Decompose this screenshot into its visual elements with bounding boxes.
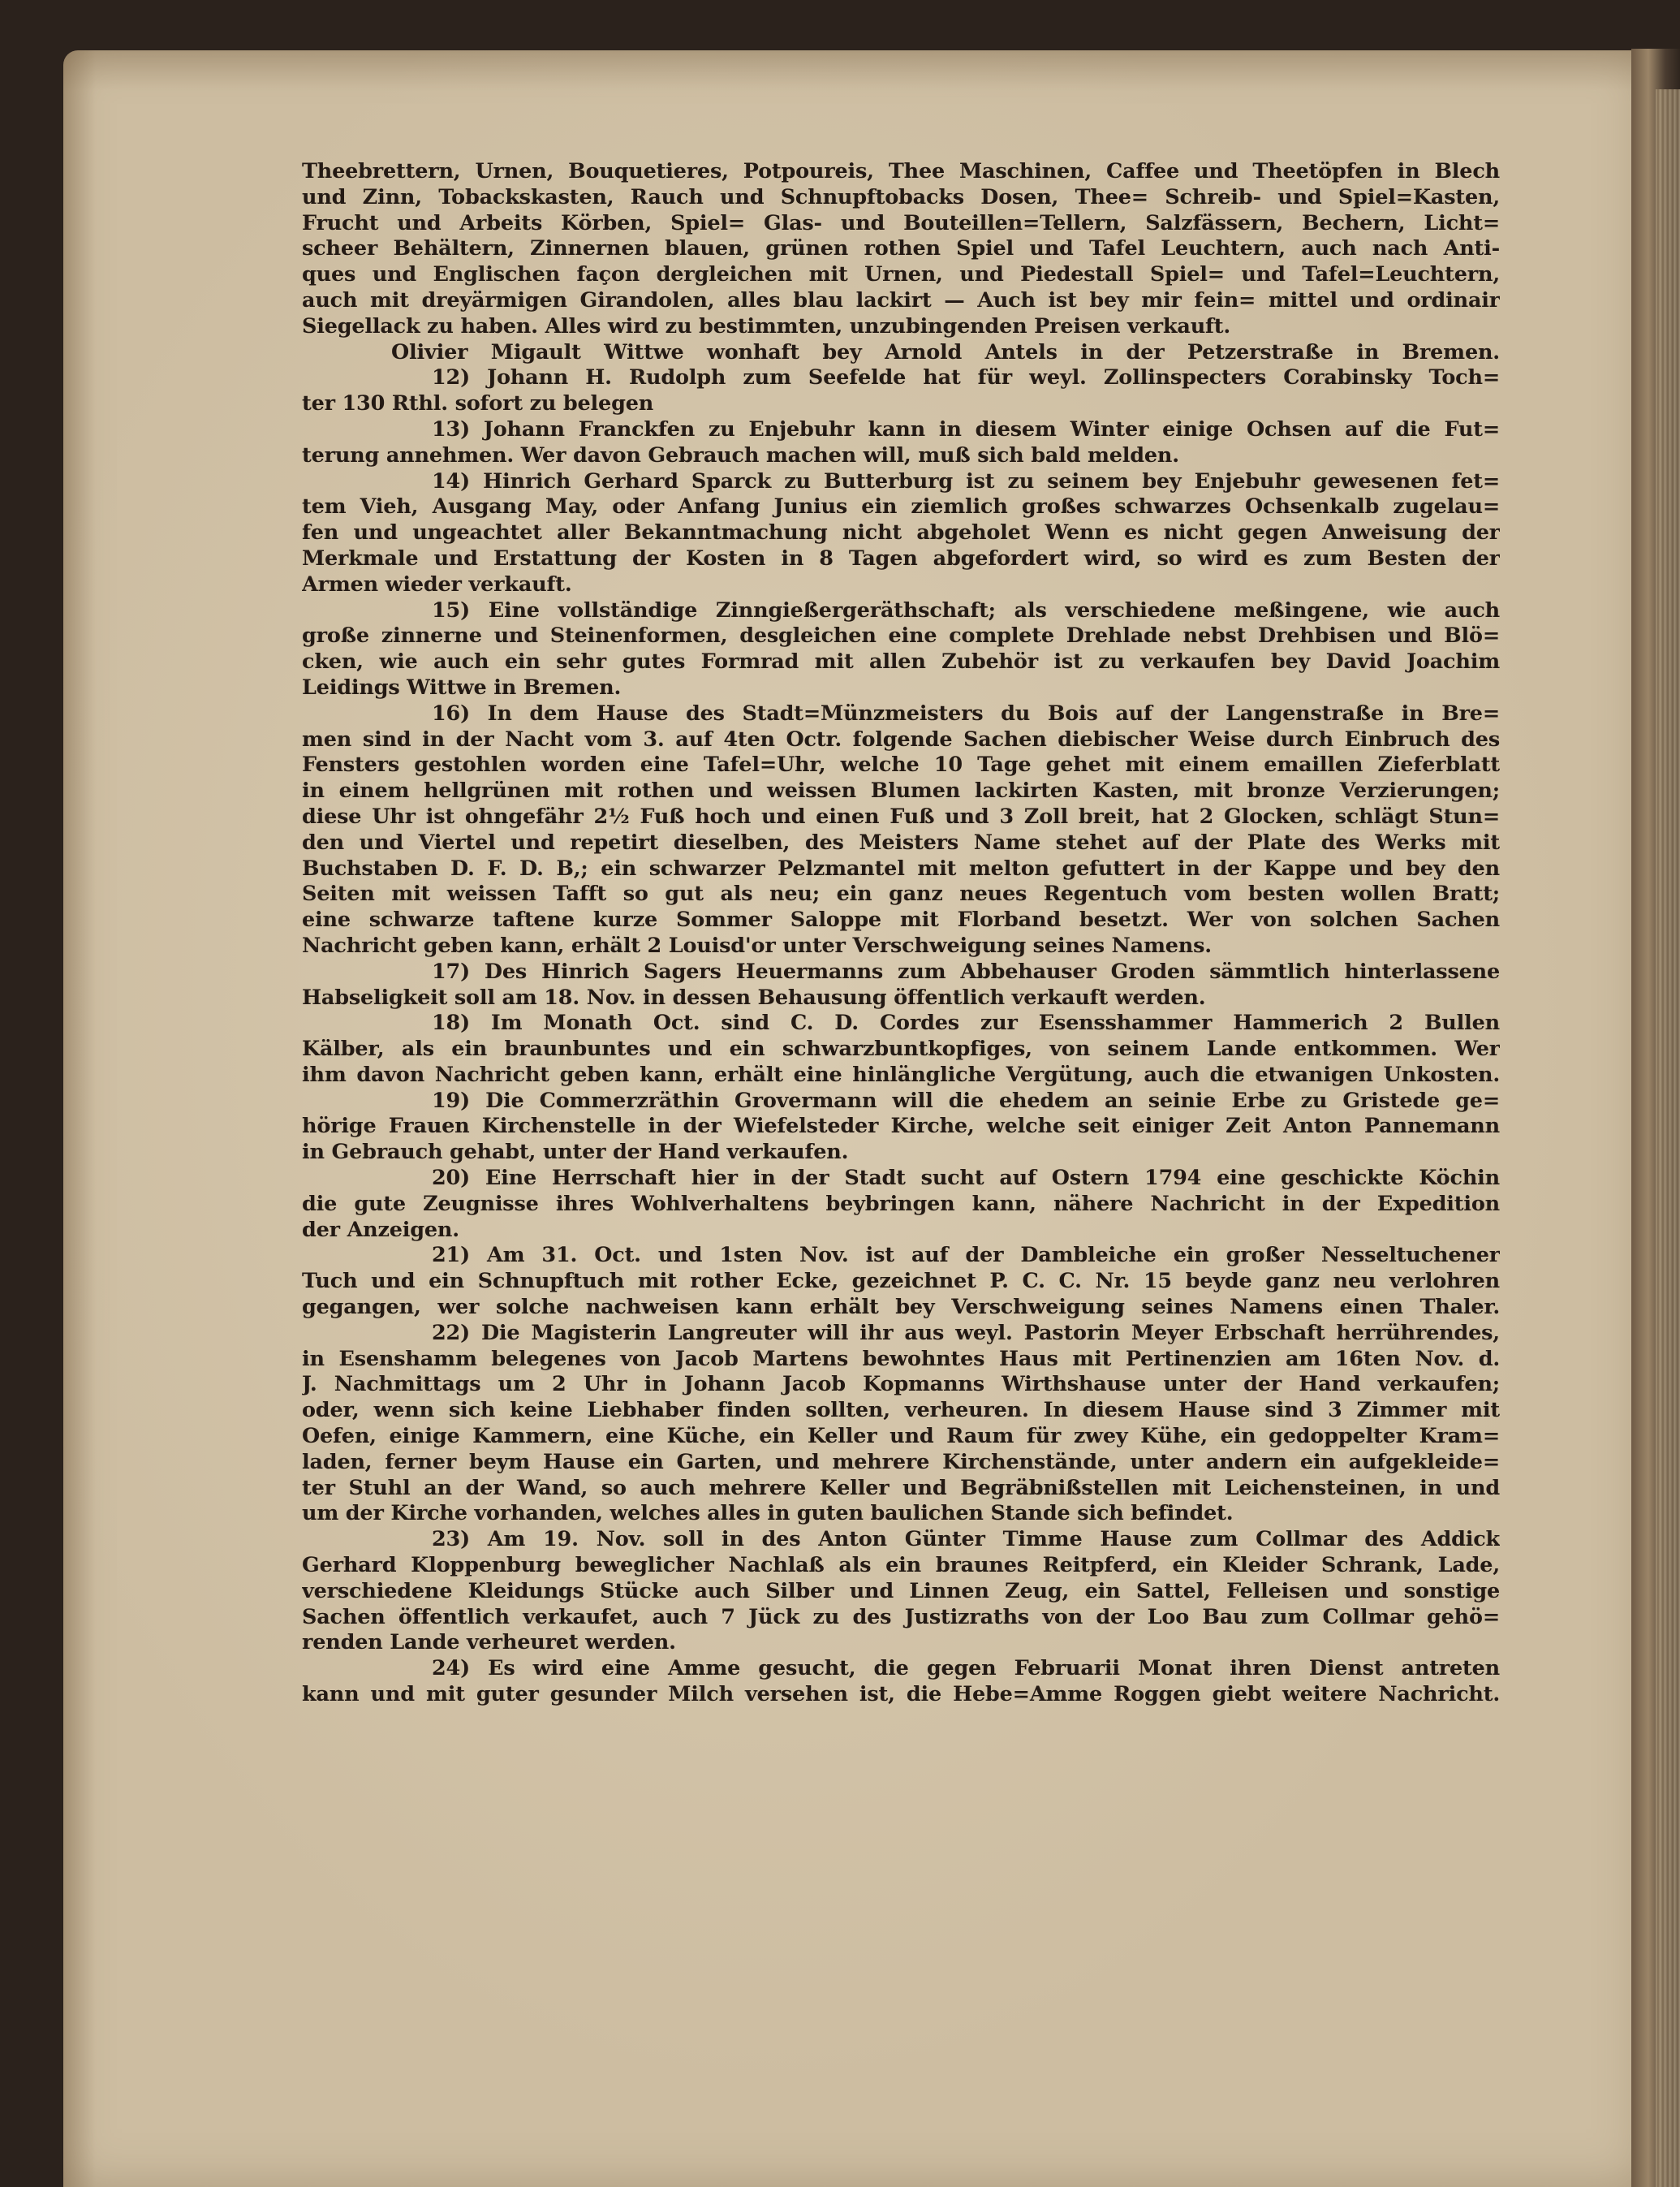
text-line: verschiedene Kleidungs Stücke auch Silber und Linnen Zeug, ein Sattel, Felleisen und sonstige: [302, 1578, 1500, 1603]
text-line: tem Vieh, Ausgang May, oder Anfang Junius ein ziemlich großes schwarzes Ochsenkalb zugelau=: [302, 494, 1500, 520]
text-line: Armen wieder verkauft.: [302, 572, 572, 597]
text-line: Seiten mit weissen Tafft so gut als neu; ein ganz neues Regentuch vom besten wollen Bratt;: [302, 882, 1500, 907]
text-line: Gerhard Kloppenburg beweglicher Nachlaß als ein braunes Reitpferd, ein Kleider Schrank, Lade,: [302, 1553, 1500, 1578]
text-line: in einem hellgrünen mit rothen und weissen Blumen lackirten Kasten, mit bronze Verzierungen;: [302, 779, 1500, 804]
text-line: 20) Eine Herrschaft hier in der Stadt sucht auf Ostern 1794 eine geschickte Köchin: [432, 1166, 1500, 1191]
text-line: 14) Hinrich Gerhard Sparck zu Butterburg ist zu seinem bey Enjebuhr gewesenen fet=: [432, 468, 1500, 494]
text-line: die gute Zeugnisse ihres Wohlverhaltens beybringen kann, nähere Nachricht in der Expedition: [302, 1191, 1500, 1216]
text-line: terung annehmen. Wer davon Gebrauch machen will, muß sich bald melden.: [302, 442, 1179, 468]
text-line: Frucht und Arbeits Körben, Spiel= Glas- und Bouteillen=Tellern, Salzfässern, Bechern, Licht=: [302, 210, 1500, 235]
text-line: Tuch und ein Schnupftuch mit rother Ecke, gezeichnet P. C. C. Nr. 15 beyde ganz neu verlohren: [302, 1269, 1500, 1294]
text-line: diese Uhr ist ohngefähr 2½ Fuß hoch und einen Fuß und 3 Zoll breit, hat 2 Glocken, schlägt Stun=: [302, 804, 1500, 829]
text-line: große zinnerne und Steinenformen, desgleichen eine complete Drehlade nebst Drehbisen und Blö=: [302, 623, 1500, 649]
page-edges: [1656, 89, 1680, 2187]
text-line: in Gebrauch gehabt, unter der Hand verkaufen.: [302, 1140, 849, 1165]
text-line: laden, ferner beym Hause ein Garten, und mehrere Kirchenstände, unter andern ein aufgekleide=: [302, 1449, 1500, 1474]
text-line: scheer Behältern, Zinnernen blauen, grünen rothen Spiel und Tafel Leuchtern, auch nach Anti-: [302, 236, 1500, 261]
text-line: und Zinn, Tobackskasten, Rauch und Schnupftobacks Dosen, Thee= Schreib- und Spiel=Kasten,: [302, 184, 1500, 209]
text-line: ter Stuhl an der Wand, so auch mehrere Keller und Begräbnißstellen mit Leichensteinen, in und: [302, 1475, 1500, 1500]
text-line: Siegellack zu haben. Alles wird zu bestimmten, unzubingenden Preisen verkauft.: [302, 313, 1231, 339]
text-line: ter 130 Rthl. sofort zu belegen: [302, 391, 654, 416]
text-line: fen und ungeachtet aller Bekanntmachung nicht abgeholet Wenn es nicht gegen Anweisung der: [302, 520, 1500, 546]
text-line: Fensters gestohlen worden eine Tafel=Uhr, welche 10 Tage gehet mit einem emaillen Zieferblatt: [302, 753, 1500, 778]
text-line: eine schwarze taftene kurze Sommer Saloppe mit Florband besetzt. Wer von solchen Sachen: [302, 908, 1500, 933]
text-line: 17) Des Hinrich Sagers Heuermanns zum Abbehauser Groden sämmtlich hinterlassene: [432, 959, 1500, 984]
text-line: kann und mit guter gesunder Milch versehen ist, die Hebe=Amme Roggen giebt weitere Nachricht.: [302, 1682, 1500, 1707]
text-line: um der Kirche vorhanden, welches alles in guten baulichen Stande sich befindet.: [302, 1501, 1234, 1526]
text-line: 19) Die Commerzräthin Grovermann will die ehedem an seinie Erbe zu Gristede ge=: [432, 1088, 1500, 1113]
text-line: cken, wie auch ein sehr gutes Formrad mit allen Zubehör ist zu verkaufen bey David Joachim: [302, 649, 1500, 675]
text-line: ques und Englischen façon dergleichen mit Urnen, und Piedestall Spiel= und Tafel=Leuchtern,: [302, 262, 1500, 287]
text-line: Merkmale und Erstattung der Kosten in 8 Tagen abgefordert wird, so wird es zum Besten der: [302, 546, 1500, 571]
text-line: Leidings Wittwe in Bremen.: [302, 675, 622, 700]
text-line: men sind in der Nacht vom 3. auf 4ten Octr. folgende Sachen diebischer Weise durch Einbruch des: [302, 727, 1500, 752]
text-line: 22) Die Magisterin Langreuter will ihr aus weyl. Pastorin Meyer Erbschaft herrührendes,: [432, 1320, 1500, 1345]
text-line: Olivier Migault Wittwe wonhaft bey Arnold Antels in der Petzerstraße in Bremen.: [391, 339, 1500, 364]
text-line: 23) Am 19. Nov. soll in des Anton Günter Timme Hause zum Collmar des Addick: [432, 1527, 1500, 1552]
text-line: den und Viertel und repetirt dieselben, des Meisters Name stehet auf der Plate des Werks mit: [302, 830, 1500, 855]
text-line: der Anzeigen.: [302, 1217, 459, 1242]
text-line: Habseligkeit soll am 18. Nov. in dessen Behausung öffentlich verkauft werden.: [302, 985, 1206, 1010]
text-line: Buchstaben D. F. D. B,; ein schwarzer Pelzmantel mit melton gefuttert in der Kappe und bey den: [302, 856, 1500, 881]
text-line: ihm davon Nachricht geben kann, erhält eine hinlängliche Vergütung, auch die etwanigen Unkosten.: [302, 1062, 1500, 1087]
text-line: 13) Johann Franckfen zu Enjebuhr kann in diesem Winter einige Ochsen auf die Fut=: [432, 416, 1500, 442]
text-line: Oefen, einige Kammern, eine Küche, ein Keller und Raum für zwey Kühe, ein gedoppelter Kram=: [302, 1424, 1500, 1449]
text-line: gegangen, wer solche nachweisen kann erhält bey Verschweigung seines Namens einen Thaler.: [302, 1295, 1500, 1320]
text-line: 12) Johann H. Rudolph zum Seefelde hat für weyl. Zollinspecters Corabinsky Toch=: [432, 365, 1500, 390]
text-line: renden Lande verheuret werden.: [302, 1630, 676, 1655]
text-line: 18) Im Monath Oct. sind C. D. Cordes zur Esensshammer Hammerich 2 Bullen: [432, 1011, 1500, 1036]
text-line: Theebrettern, Urnen, Bouquetieres, Potpoureis, Thee Maschinen, Caffee und Theetöpfen in Blech: [302, 159, 1500, 183]
advertisement-text-block: [302, 159, 1500, 1708]
text-line: hörige Frauen Kirchenstelle in der Wiefelsteder Kirche, welche seit einiger Zeit Anton Pannemann: [302, 1114, 1500, 1139]
text-line: Kälber, als ein braunbuntes und ein schwarzbuntkopfiges, von seinem Lande entkommen. Wer: [302, 1037, 1500, 1062]
text-line: 21) Am 31. Oct. und 1sten Nov. ist auf der Dambleiche ein großer Nesseltuchener: [432, 1243, 1500, 1268]
text-line: 16) In dem Hause des Stadt=Münzmeisters du Bois auf der Langenstraße in Bre=: [432, 701, 1500, 726]
text-line: oder, wenn sich keine Liebhaber finden sollten, verheuren. In diesem Hause sind 3 Zimmer mit: [302, 1398, 1500, 1423]
text-line: 24) Es wird eine Amme gesucht, die gegen Februarii Monat ihren Dienst antreten: [432, 1656, 1500, 1681]
text-line: 15) Eine vollständige Zinngießergeräthschaft; als verschiedene meßingene, wie auch: [432, 597, 1500, 623]
text-line: Nachricht geben kann, erhält 2 Louisd'or unter Verschweigung seines Namens.: [302, 933, 1212, 958]
text-line: J. Nachmittags um 2 Uhr in Johann Jacob Kopmanns Wirthshause unter der Hand verkaufen;: [302, 1372, 1500, 1397]
text-line: Sachen öffentlich verkaufet, auch 7 Jück zu des Justizraths von der Loo Bau zum Collmar gehö=: [302, 1604, 1500, 1629]
text-line: in Esenshamm belegenes von Jacob Martens bewohntes Haus mit Pertinenzien am 16ten Nov. d.: [302, 1346, 1500, 1371]
text-line: auch mit dreyärmigen Girandolen, alles blau lackirt — Auch ist bey mir fein= mittel und ordinair: [302, 287, 1500, 313]
